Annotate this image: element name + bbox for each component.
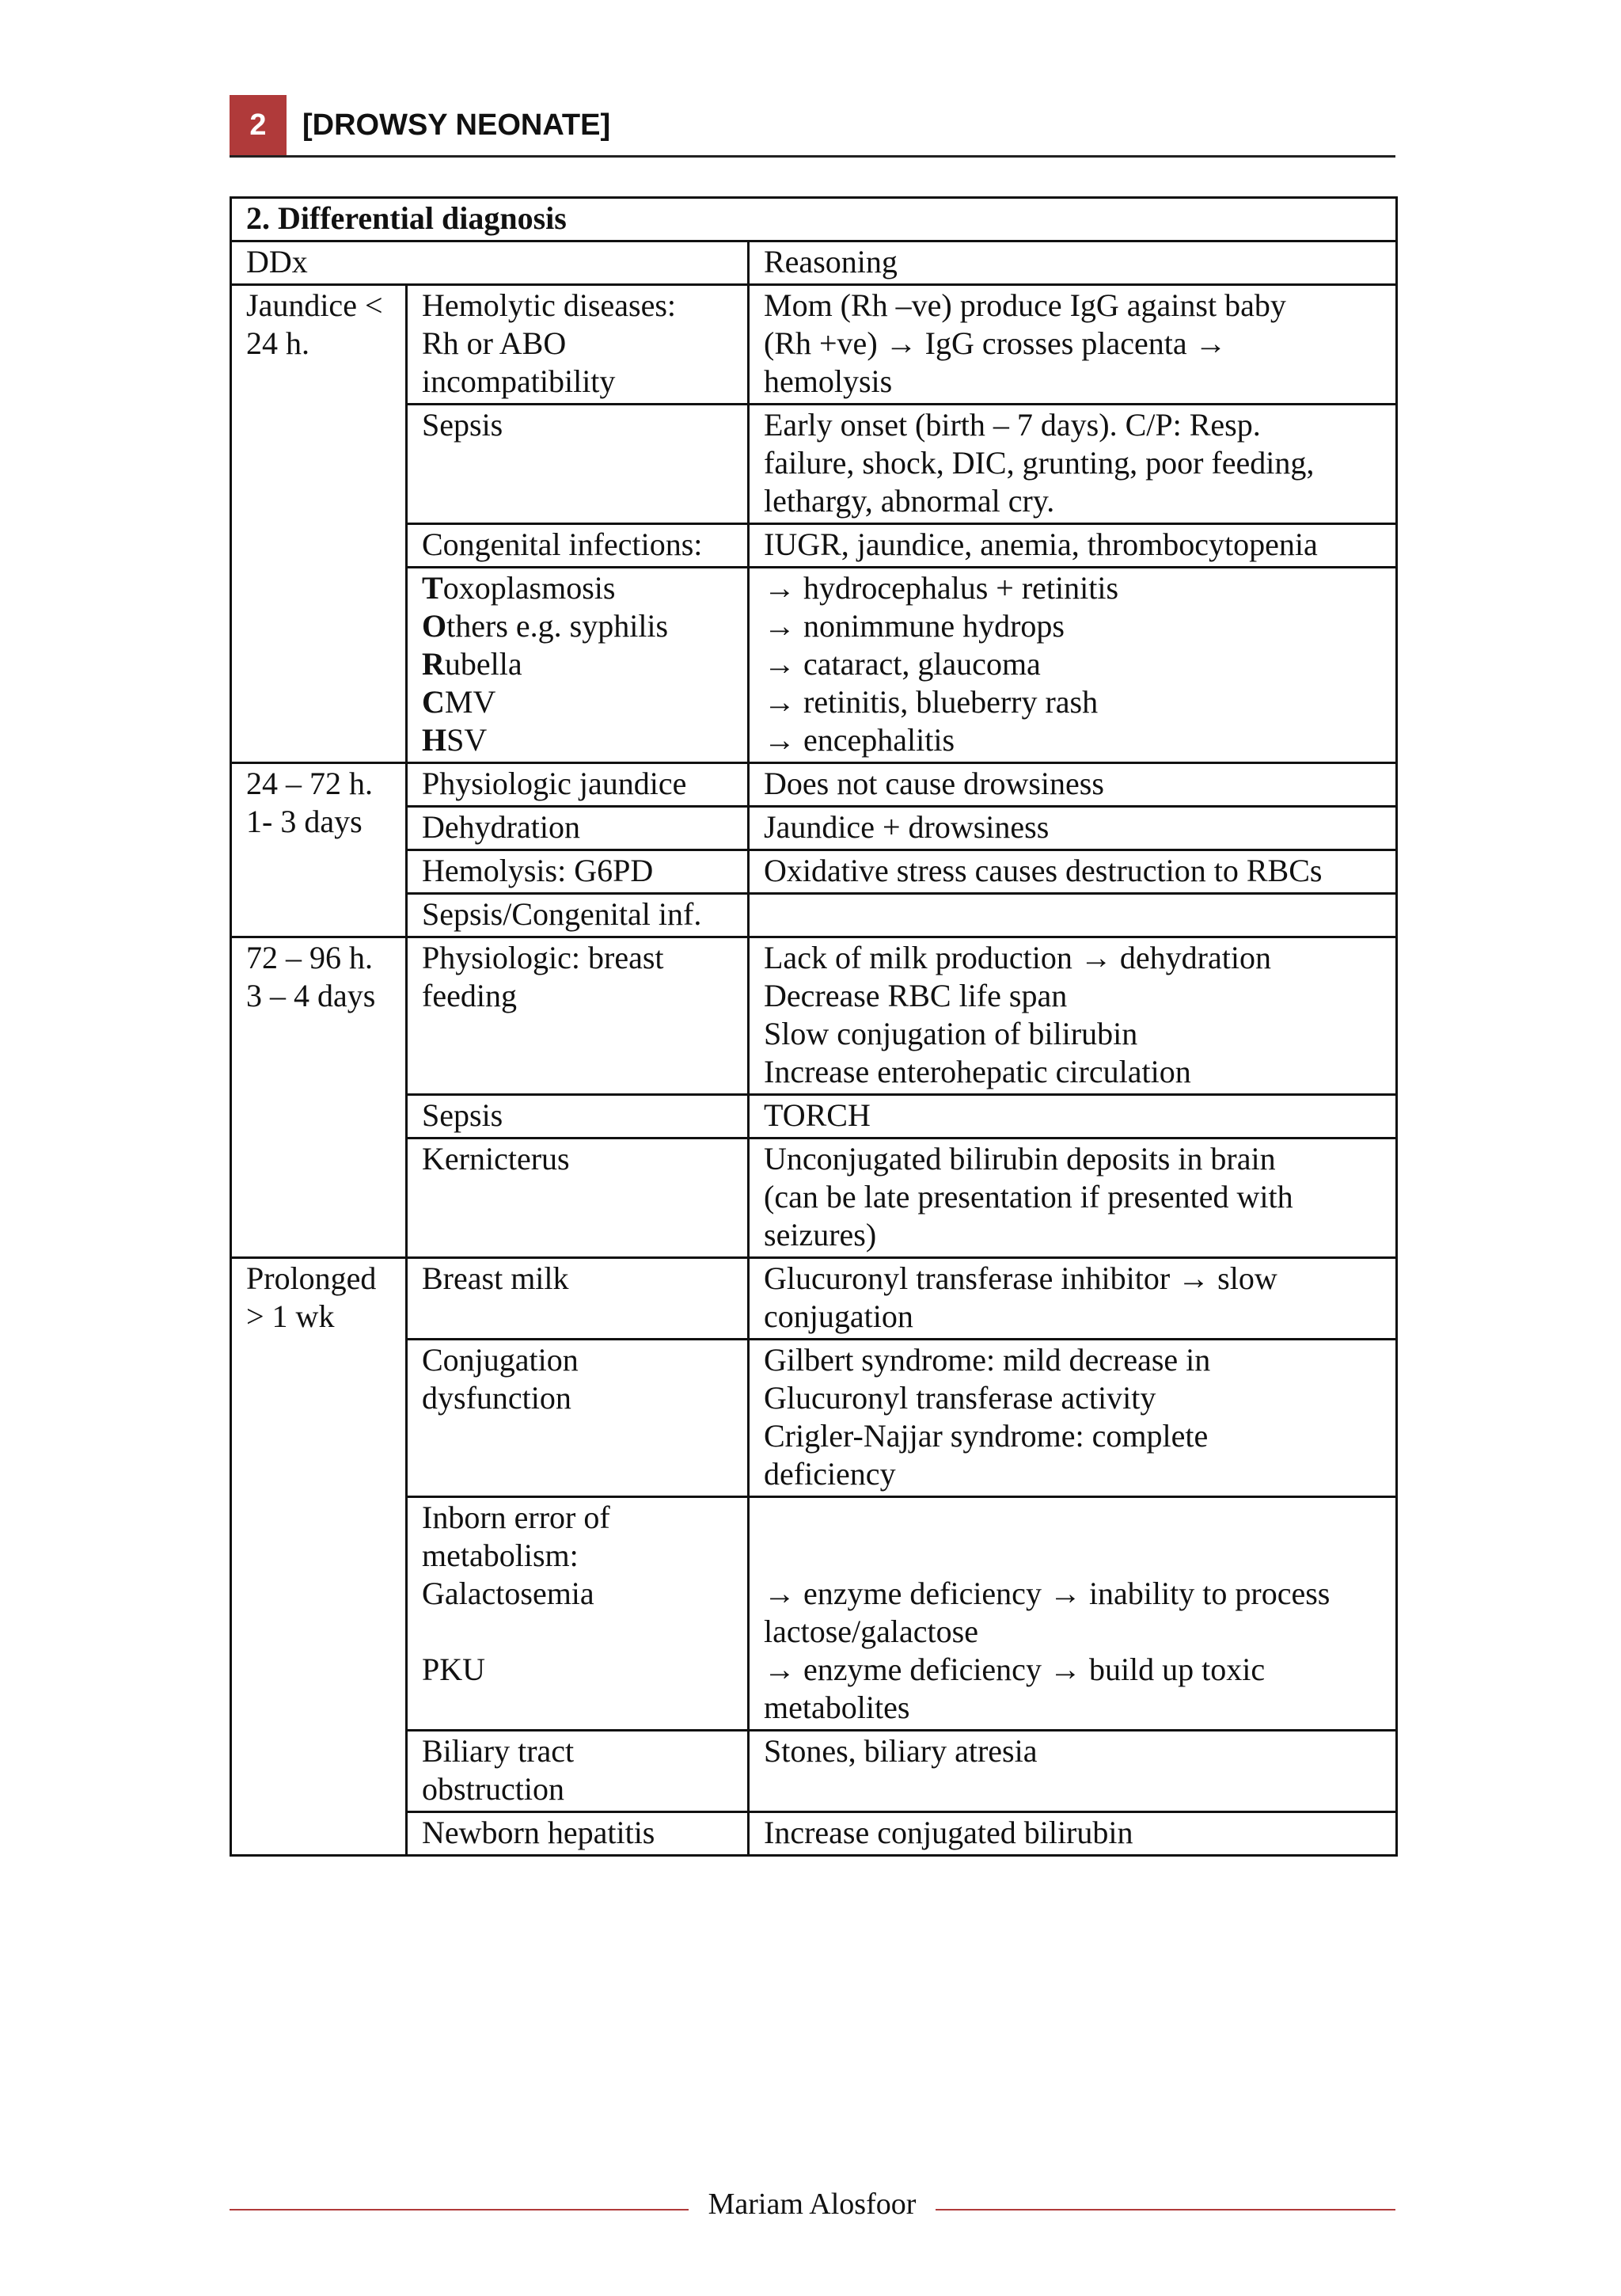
reasoning-line: → enzyme deficiency → build up toxic — [764, 1652, 1266, 1687]
ddx-line: Kernicterus — [422, 1141, 570, 1177]
reasoning-cell: IUGR, jaundice, anemia, thrombocytopenia — [749, 524, 1397, 568]
time-group-prolonged — [231, 1258, 407, 1856]
reasoning-line: Lack of milk production → dehydration — [764, 940, 1271, 975]
group-label-line: 1- 3 days — [246, 804, 363, 839]
reasoning-line: → hydrocephalus + retinitis — [764, 570, 1119, 606]
reasoning-cell: Jaundice + drowsiness — [749, 807, 1397, 850]
group-label-line: Prolonged — [246, 1260, 377, 1296]
reasoning-line: Glucuronyl transferase activity — [764, 1380, 1156, 1416]
spacer — [422, 1613, 741, 1651]
table-title-row — [231, 198, 1397, 241]
ddx-line: dysfunction — [422, 1380, 571, 1416]
reasoning-line: failure, shock, DIC, grunting, poor feeding, — [764, 445, 1315, 481]
ddx-cell — [407, 1340, 749, 1497]
reasoning-cell: Increase conjugated bilirubin — [749, 1812, 1397, 1856]
group-label-line: 3 – 4 days — [246, 978, 376, 1013]
reasoning-line: → cataract, glaucoma — [764, 646, 1041, 682]
ddx-line: Rh or ABO — [422, 325, 567, 361]
ddx-cell: Hemolysis: G6PD — [407, 850, 749, 894]
reasoning-line: hemolysis — [764, 363, 893, 399]
ddx-cell — [407, 1497, 749, 1731]
reasoning-line: Mom (Rh –ve) produce IgG against baby — [764, 287, 1286, 323]
ddx-line: Breast milk — [422, 1260, 569, 1296]
reasoning-line: Unconjugated bilirubin deposits in brain — [764, 1141, 1276, 1177]
torch-item-rest: MV — [444, 684, 496, 720]
reasoning-line: → nonimmune hydrops — [764, 608, 1065, 644]
reasoning-line: (can be late presentation if presented with — [764, 1179, 1293, 1215]
reasoning-line: Decrease RBC life span — [764, 978, 1068, 1013]
reasoning-line: seizures) — [764, 1217, 877, 1253]
reasoning-line: → encephalitis — [764, 722, 955, 758]
time-group-72-96h — [231, 937, 407, 1258]
torch-item — [422, 683, 741, 721]
ddx-line: Sepsis — [422, 407, 503, 443]
reasoning-cell: Oxidative stress causes destruction to RBCs — [749, 850, 1397, 894]
reasoning-cell — [749, 937, 1397, 1095]
reasoning-line: Increase enterohepatic circulation — [764, 1054, 1191, 1089]
page-header — [230, 95, 1395, 158]
torch-letter: H — [422, 722, 447, 758]
torch-list-cell — [407, 568, 749, 763]
reasoning-cell: Does not cause drowsiness — [749, 763, 1397, 807]
ddx-line: Inborn error of — [422, 1500, 610, 1535]
torch-item-rest: SV — [446, 722, 488, 758]
torch-letter: T — [422, 570, 443, 606]
reasoning-line: conjugation — [764, 1298, 913, 1334]
reasoning-line: → enzyme deficiency → inability to process — [764, 1576, 1331, 1611]
group-label-line: 24 – 72 h. — [246, 766, 373, 801]
table-row — [231, 937, 1397, 1095]
torch-item — [422, 569, 741, 607]
reasoning-line: deficiency — [764, 1456, 896, 1492]
reasoning-line: → retinitis, blueberry rash — [764, 684, 1099, 720]
torch-item-rest: oxoplasmosis — [442, 570, 616, 606]
reasoning-cell — [749, 1340, 1397, 1497]
ddx-line: feeding — [422, 978, 517, 1013]
torch-letter: O — [422, 608, 447, 644]
group-label-line: 72 – 96 h. — [246, 940, 373, 975]
reasoning-line: lactose/galactose — [764, 1614, 978, 1649]
reasoning-line: Glucuronyl transferase inhibitor → slow — [764, 1260, 1277, 1296]
torch-item — [422, 721, 741, 759]
ddx-line: Physiologic: breast — [422, 940, 664, 975]
ddx-cell — [407, 1138, 749, 1258]
ddx-column-header: DDx — [231, 241, 749, 285]
reasoning-cell — [749, 1731, 1397, 1812]
ddx-line: Hemolytic diseases: — [422, 287, 677, 323]
spacer — [764, 1537, 1389, 1575]
reasoning-column-header: Reasoning — [749, 241, 1397, 285]
group-label-line: > 1 wk — [246, 1298, 335, 1334]
ddx-cell: Dehydration — [407, 807, 749, 850]
differential-diagnosis-table — [230, 196, 1398, 1857]
group-label-line: 24 h. — [246, 325, 309, 361]
torch-item-rest: ubella — [444, 646, 522, 682]
torch-letter: R — [422, 646, 445, 682]
ddx-line: obstruction — [422, 1771, 564, 1807]
ddx-line: Biliary tract — [422, 1733, 575, 1769]
ddx-cell — [407, 1258, 749, 1340]
torch-item — [422, 607, 741, 645]
ddx-line: PKU — [422, 1652, 486, 1687]
document-title: [DROWSY NEONATE] — [302, 108, 611, 142]
reasoning-cell — [749, 405, 1397, 524]
reasoning-line: lethargy, abnormal cry. — [764, 483, 1055, 519]
ddx-cell — [407, 1731, 749, 1812]
group-label-line: Jaundice < — [246, 287, 383, 323]
reasoning-line: Gilbert syndrome: mild decrease in — [764, 1342, 1211, 1378]
table-row — [231, 1258, 1397, 1340]
torch-item-rest: thers e.g. syphilis — [446, 608, 669, 644]
time-group-jaundice-under-24h — [231, 285, 407, 763]
footer-rule-right — [936, 2209, 1395, 2210]
torch-item — [422, 645, 741, 683]
table-row — [231, 763, 1397, 807]
ddx-cell: Physiologic jaundice — [407, 763, 749, 807]
footer-rule-left — [230, 2209, 689, 2210]
ddx-cell — [407, 285, 749, 405]
ddx-cell: Congenital infections: — [407, 524, 749, 568]
reasoning-cell — [749, 894, 1397, 937]
reasoning-line: Stones, biliary atresia — [764, 1733, 1038, 1769]
ddx-line: Conjugation — [422, 1342, 579, 1378]
reasoning-line: Slow conjugation of bilirubin — [764, 1016, 1138, 1051]
spacer — [764, 1499, 1389, 1537]
ddx-cell — [407, 405, 749, 524]
torch-letter: C — [422, 684, 445, 720]
reasoning-line: metabolites — [764, 1690, 910, 1725]
table-header-row — [231, 241, 1397, 285]
torch-reasoning-cell — [749, 568, 1397, 763]
reasoning-cell: TORCH — [749, 1095, 1397, 1138]
ddx-line: Galactosemia — [422, 1576, 594, 1611]
reasoning-line: Early onset (birth – 7 days). C/P: Resp. — [764, 407, 1261, 443]
ddx-line: metabolism: — [422, 1538, 579, 1573]
time-group-24-72h — [231, 763, 407, 937]
reasoning-line: (Rh +ve) → IgG crosses placenta → — [764, 325, 1227, 361]
page-number-badge: 2 — [230, 95, 287, 155]
footer-author: Mariam Alosfoor — [708, 2188, 917, 2221]
ddx-cell: Sepsis — [407, 1095, 749, 1138]
ddx-cell: Sepsis/Congenital inf. — [407, 894, 749, 937]
reasoning-cell — [749, 285, 1397, 405]
reasoning-line: Crigler-Najjar syndrome: complete — [764, 1418, 1209, 1454]
reasoning-cell — [749, 1497, 1397, 1731]
ddx-line: incompatibility — [422, 363, 616, 399]
table-row — [231, 285, 1397, 405]
reasoning-cell — [749, 1258, 1397, 1340]
ddx-cell — [407, 937, 749, 1095]
table-title: 2. Differential diagnosis — [231, 198, 1397, 241]
reasoning-cell — [749, 1138, 1397, 1258]
ddx-cell: Newborn hepatitis — [407, 1812, 749, 1856]
